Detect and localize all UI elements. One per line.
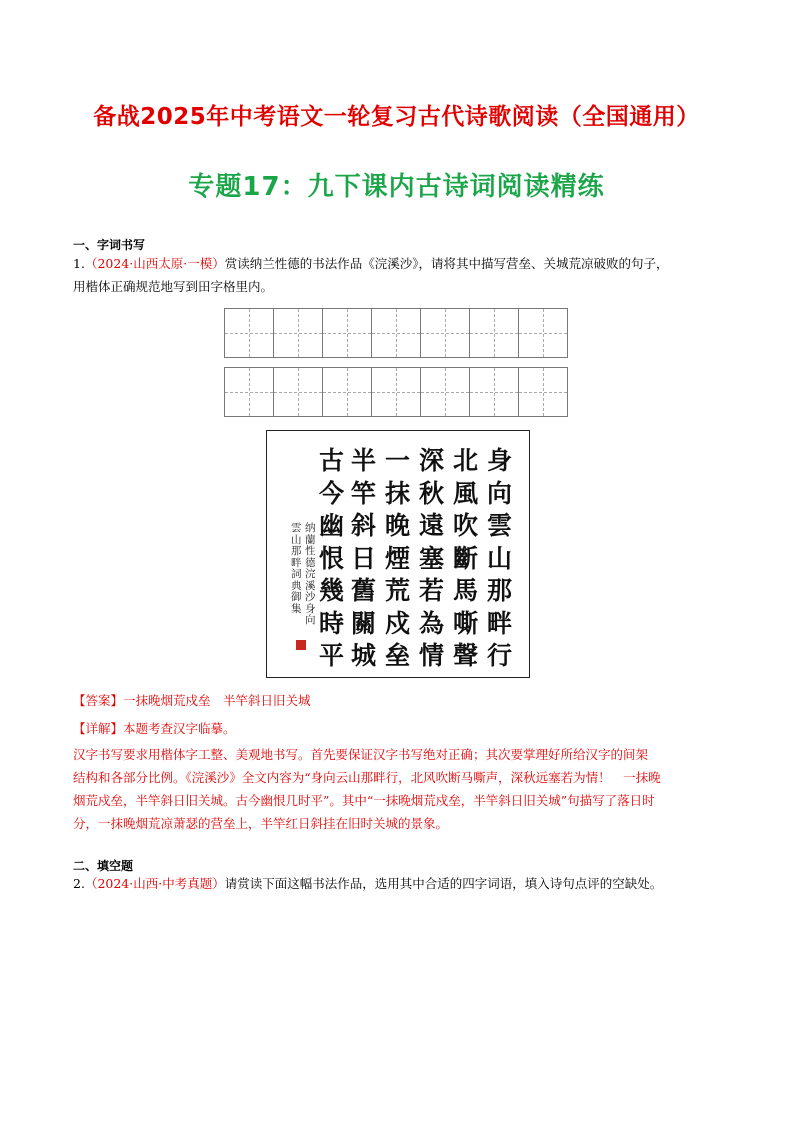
calligraphy-column-2: 北風吹斷馬嘶聲 [453, 446, 479, 670]
detail-heading [73, 717, 723, 740]
calligraphy-signature-2: 雲山那畔詞典御集 [291, 522, 302, 615]
detail-line: 烟荒戍垒，半竿斜日旧关城。古今幽恨几时平”。其中“一抹晚烟荒戍垒，半竿斜日旧关城”句描写了落日时 [73, 793, 655, 808]
question-source: （2024·山西·中考真题） [84, 876, 225, 891]
tianzige-row-1[interactable] [224, 308, 568, 358]
detail-line: 汉字书写要求用楷体字工整、美观地书写。首先要保证汉字书写绝对正确；其次要掌理好所给汉字的间架 [73, 747, 649, 762]
calligraphy-column-4: 一抹晚煙荒戍垒 [385, 446, 411, 670]
tianzige-cell[interactable] [225, 368, 274, 416]
tianzige-cell[interactable] [274, 309, 323, 357]
tianzige-cell[interactable] [323, 368, 372, 416]
calligraphy-column-6: 古今幽恨幾時平 [319, 446, 345, 670]
tianzige-cell[interactable] [470, 309, 519, 357]
document-title: 备战2025年中考语文一轮复习古代诗歌阅读（全国通用） [93, 104, 700, 130]
answer-line [73, 689, 723, 712]
tianzige-cell[interactable] [323, 309, 372, 357]
question-number: 1. [73, 256, 85, 271]
section-heading-2: 二、填空题 [73, 859, 134, 873]
question-number: 2. [73, 876, 85, 891]
answer-text: 一抹晚烟荒戍垒 半竿斜日旧关城 [123, 693, 311, 708]
detail-text: 本题考查汉字临摹。 [123, 721, 236, 736]
tianzige-cell[interactable] [519, 309, 567, 357]
calligraphy-column-5: 半竿斜日舊關城 [351, 446, 377, 670]
detail-label: 【详解】 [73, 721, 124, 736]
question-1-line-1 [73, 252, 723, 275]
topic-title: 专题17：九下课内古诗词阅读精练 [188, 172, 605, 202]
tianzige-cell[interactable] [225, 309, 274, 357]
question-1-line-2: 用楷体正确规范地写到田字格里内。 [73, 279, 274, 294]
answer-label: 【答案】 [73, 693, 124, 708]
question-1 [73, 252, 723, 298]
detail-block [73, 717, 723, 835]
calligraphy-column-1: 身向雲山那畔行 [487, 446, 513, 670]
calligraphy-column-3: 深秋遠塞若為情 [419, 446, 445, 670]
question-text: 请赏读下面这幅书法作品，选用其中合适的四字词语，填入诗句点评的空缺处。 [224, 876, 663, 891]
question-2 [73, 872, 723, 895]
tianzige-cell[interactable] [470, 368, 519, 416]
seal-stamp-icon [296, 640, 306, 650]
tianzige-cell[interactable] [274, 368, 323, 416]
tianzige-cell[interactable] [372, 368, 421, 416]
tianzige-cell[interactable] [421, 309, 470, 357]
tianzige-row-2[interactable] [224, 367, 568, 417]
section-heading-1: 一、字词书写 [73, 238, 146, 252]
question-source: （2024·山西太原·一模） [84, 256, 225, 271]
calligraphy-signature-1: 纳蘭性德浣溪沙身向 [305, 522, 316, 626]
detail-line: 分，一抹晚烟荒凉萧瑟的营垒上，半竿红日斜挂在旧时关城的景象。 [73, 816, 449, 831]
tianzige-cell[interactable] [421, 368, 470, 416]
tianzige-cell[interactable] [372, 309, 421, 357]
detail-line: 结构和各部分比例。《浣溪沙》全文内容为“身向云山那畔行，北风吹断马嘶声，深秋远塞若为情！ 一抹晚 [73, 770, 661, 785]
tianzige-cell[interactable] [519, 368, 567, 416]
question-text: 赏读纳兰性德的书法作品《浣溪沙》，请将其中描写营垒、关城荒凉破败的句子， [224, 256, 669, 271]
